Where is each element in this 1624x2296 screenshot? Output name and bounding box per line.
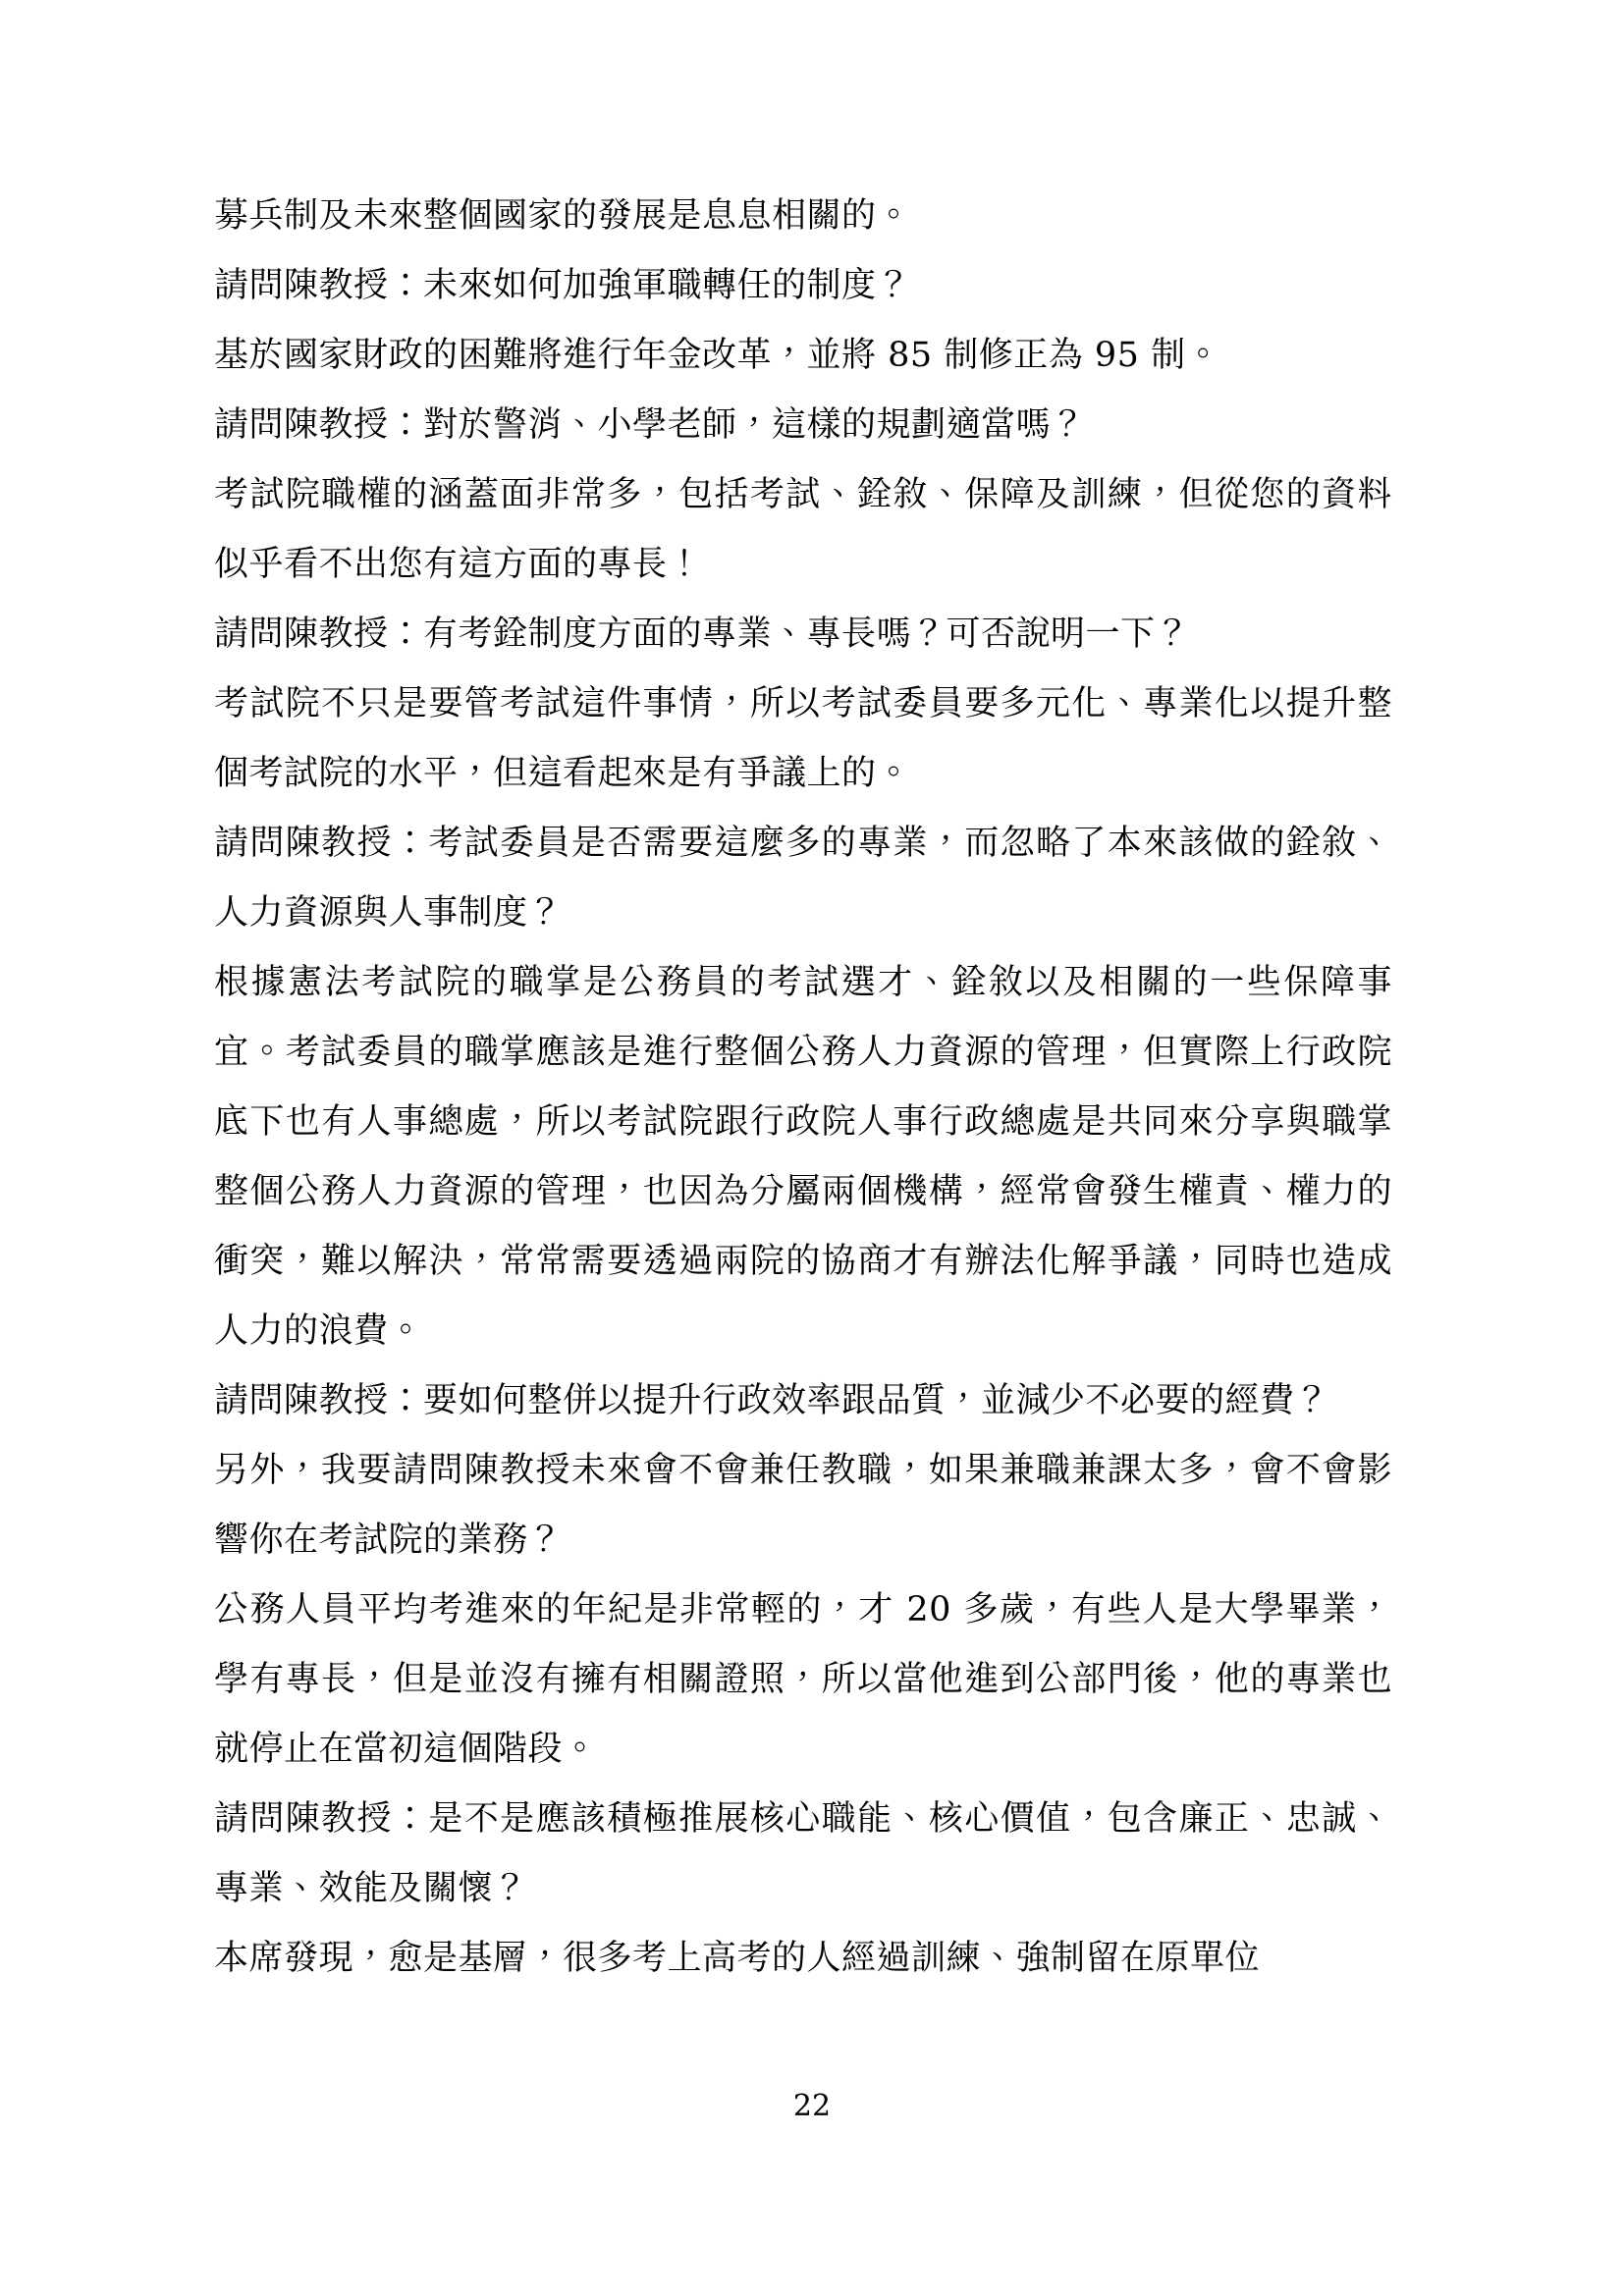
paragraph: 考試院職權的涵蓋面非常多，包括考試、銓敘、保障及訓練，但從您的資料似乎看不出您有這方面的專長！ xyxy=(214,475,1392,584)
paragraph: 請問陳教授：有考銓制度方面的專業、專長嗎？可否說明一下？ xyxy=(214,614,1191,654)
paragraph: 另外，我要請問陳教授未來會不會兼任教職，如果兼職兼課太多，會不會影響你在考試院的業務？ xyxy=(214,1451,1392,1560)
paragraph: 請問陳教授：是不是應該積極推展核心職能、核心價值，包含廉正、忠誠、專業、效能及關懷？ xyxy=(214,1799,1392,1908)
paragraph: 基於國家財政的困難將進行年金改革，並將 85 制修正為 95 制。 xyxy=(214,336,1221,375)
paragraph: 根據憲法考試院的職掌是公務員的考試選才、銓敘以及相關的一些保障事宜。考試委員的職掌應該是進行整個公務人力資源的管理，但實際上行政院底下也有人事總處，所以考試院跟行政院人事行政總處是共同來分享與職掌整個公務人力資源的管理，也因為分屬兩個機構，經常會發生權責、權力的衝突，難以解決，常常需要透過兩院的協商才有辦法化解爭議，同時也造成人力的浪費。 xyxy=(214,963,1392,1351)
paragraph: 請問陳教授：考試委員是否需要這麼多的專業，而忽略了本來該做的銓敘、人力資源與人事制度？ xyxy=(214,824,1392,933)
paragraph: 請問陳教授：要如何整併以提升行政效率跟品質，並減少不必要的經費？ xyxy=(214,1381,1330,1420)
page-number: 22 xyxy=(792,2089,832,2123)
paragraph: 募兵制及未來整個國家的發展是息息相關的。 xyxy=(214,196,912,236)
paragraph: 請問陳教授：未來如何加強軍職轉任的制度？ xyxy=(214,266,912,305)
paragraph: 請問陳教授：對於警消、小學老師，這樣的規劃適當嗎？ xyxy=(214,405,1086,445)
document-body xyxy=(214,182,1392,1994)
paragraph: 考試院不只是要管考試這件事情，所以考試委員要多元化、專業化以提升整個考試院的水平，但這看起來是有爭議上的。 xyxy=(214,684,1392,793)
paragraph: 本席發現，愈是基層，很多考上高考的人經過訓練、強制留在原單位 xyxy=(214,1939,1261,1978)
paragraph: 公務人員平均考進來的年紀是非常輕的，才 20 多歲，有些人是大學畢業，學有專長，但是並沒有擁有相關證照，所以當他進到公部門後，他的專業也就停止在當初這個階段。 xyxy=(214,1590,1392,1769)
